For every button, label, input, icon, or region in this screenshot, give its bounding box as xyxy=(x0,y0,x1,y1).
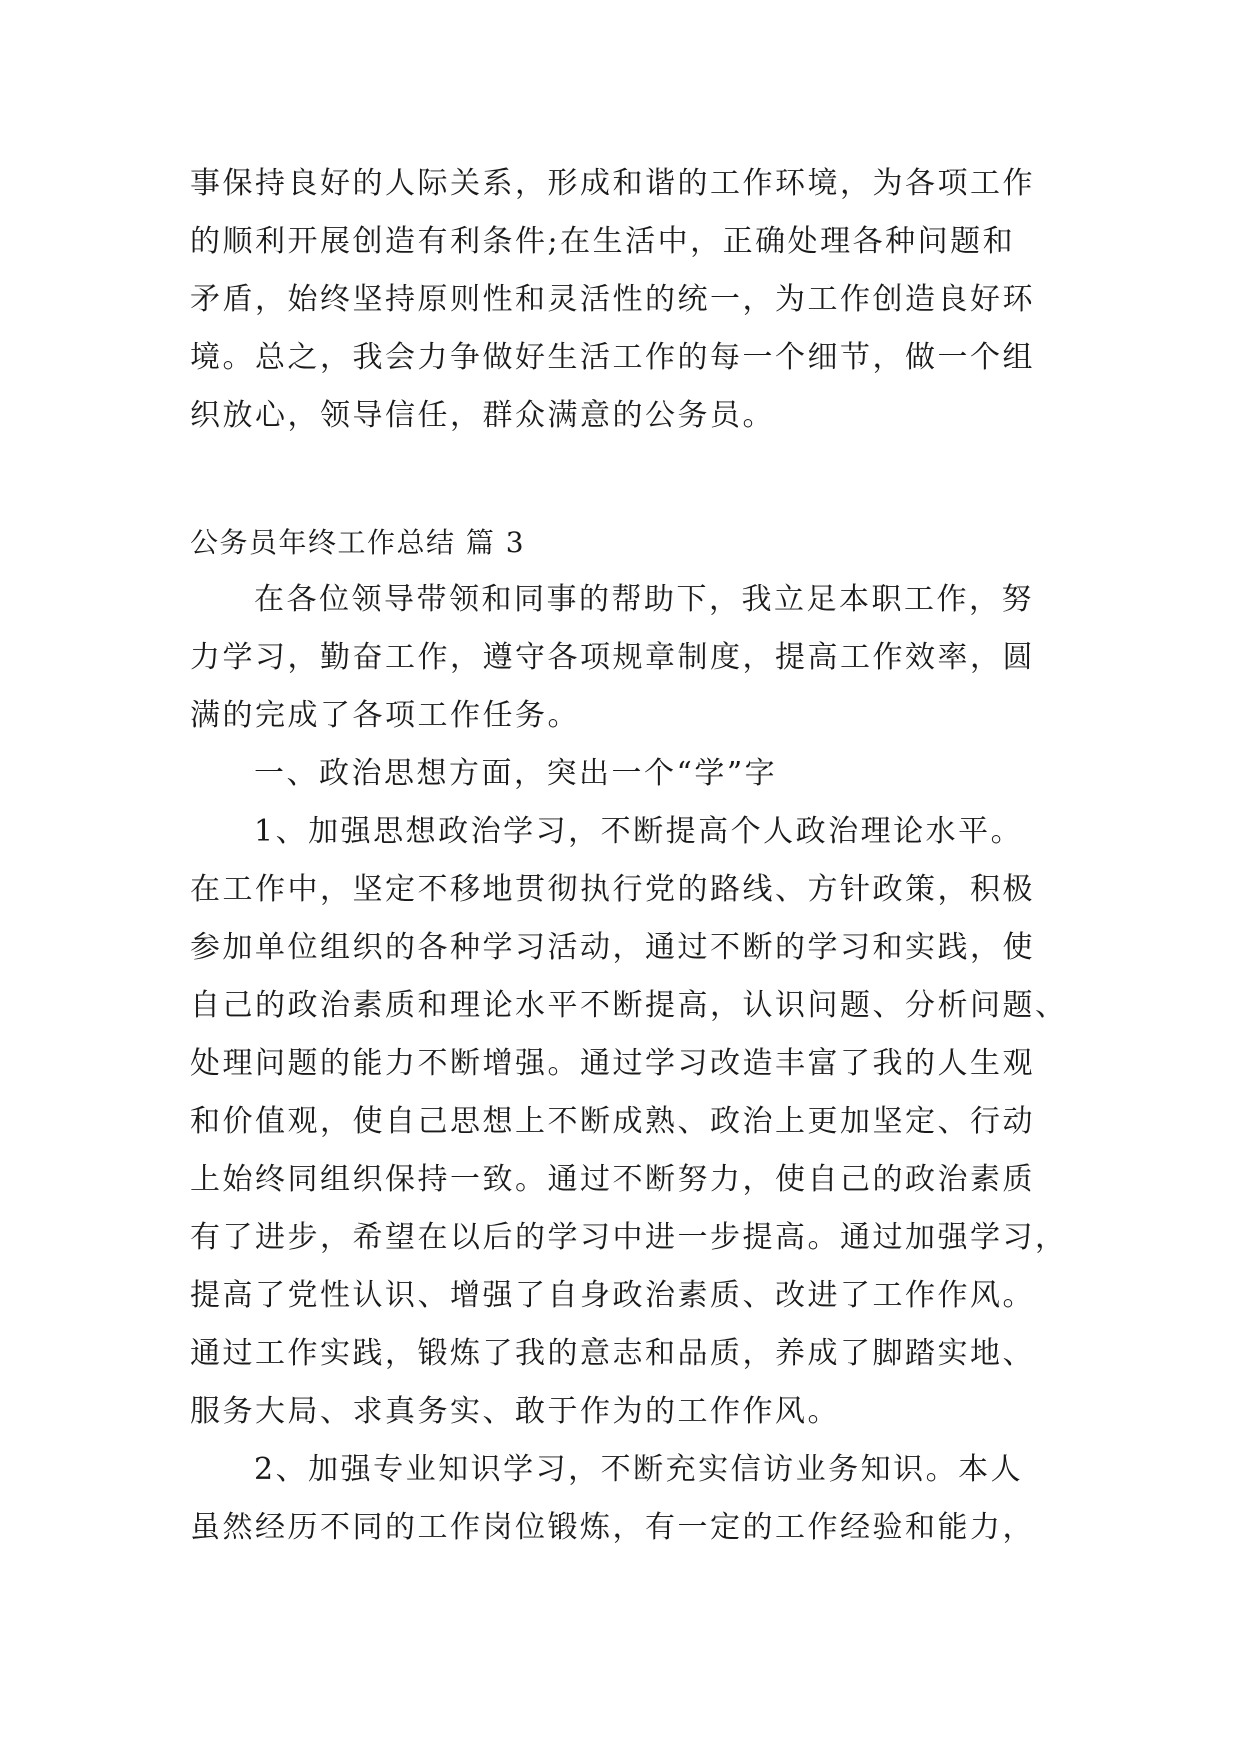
section-spacer xyxy=(190,445,1060,515)
paragraph-point-1 xyxy=(190,803,1068,1441)
text-line: 参加单位组织的各种学习活动，通过不断的学习和实践，使 xyxy=(190,930,1035,965)
text-line: 境。总之，我会力争做好生活工作的每一个细节，做一个组 xyxy=(190,340,1035,375)
text-line: 提高了党性认识、增强了自身政治素质、改进了工作作风。 xyxy=(190,1278,1035,1313)
paragraph-continuation xyxy=(190,155,1060,445)
text-line: 满的完成了各项工作任务。 xyxy=(190,698,580,733)
text-line: 力学习，勤奋工作，遵守各项规章制度，提高工作效率，圆 xyxy=(190,640,1035,675)
text-line: 矛盾，始终坚持原则性和灵活性的统一，为工作创造良好环 xyxy=(190,282,1035,317)
text-line: 在工作中，坚定不移地贯彻执行党的路线、方针政策，积极 xyxy=(190,872,1035,907)
text-line: 的顺利开展创造有利条件;在生活中，正确处理各种问题和 xyxy=(190,224,1016,259)
text-line: 2、加强专业知识学习，不断充实信访业务知识。本人 xyxy=(254,1452,1024,1487)
text-line: 虽然经历不同的工作岗位锻炼，有一定的工作经验和能力， xyxy=(190,1510,1035,1545)
section-heading: 公务员年终工作总结 篇 3 xyxy=(190,526,526,559)
text-line: 服务大局、求真务实、敢于作为的工作作风。 xyxy=(190,1394,840,1429)
subheading-political: 一、政治思想方面，突出一个“学”字 xyxy=(254,756,778,791)
text-line: 1、加强思想政治学习，不断提高个人政治理论水平。 xyxy=(254,814,1024,849)
paragraph-point-2 xyxy=(190,1441,1060,1557)
paragraph-intro xyxy=(190,571,1060,745)
text-line: 自己的政治素质和理论水平不断提高，认识问题、分析问题、 xyxy=(190,988,1068,1023)
text-line: 上始终同组织保持一致。通过不断努力，使自己的政治素质 xyxy=(190,1162,1035,1197)
text-line: 有了进步，希望在以后的学习中进一步提高。通过加强学习， xyxy=(190,1220,1068,1255)
text-line: 和价值观，使自己思想上不断成熟、政治上更加坚定、行动 xyxy=(190,1104,1035,1139)
text-line: 通过工作实践，锻炼了我的意志和品质，养成了脚踏实地、 xyxy=(190,1336,1035,1371)
text-line: 处理问题的能力不断增强。通过学习改造丰富了我的人生观 xyxy=(190,1046,1035,1081)
text-line: 在各位领导带领和同事的帮助下，我立足本职工作，努 xyxy=(254,582,1034,617)
document-body xyxy=(190,155,1068,1557)
text-line: 事保持良好的人际关系，形成和谐的工作环境，为各项工作 xyxy=(190,166,1035,201)
text-line: 织放心，领导信任，群众满意的公务员。 xyxy=(190,398,775,433)
